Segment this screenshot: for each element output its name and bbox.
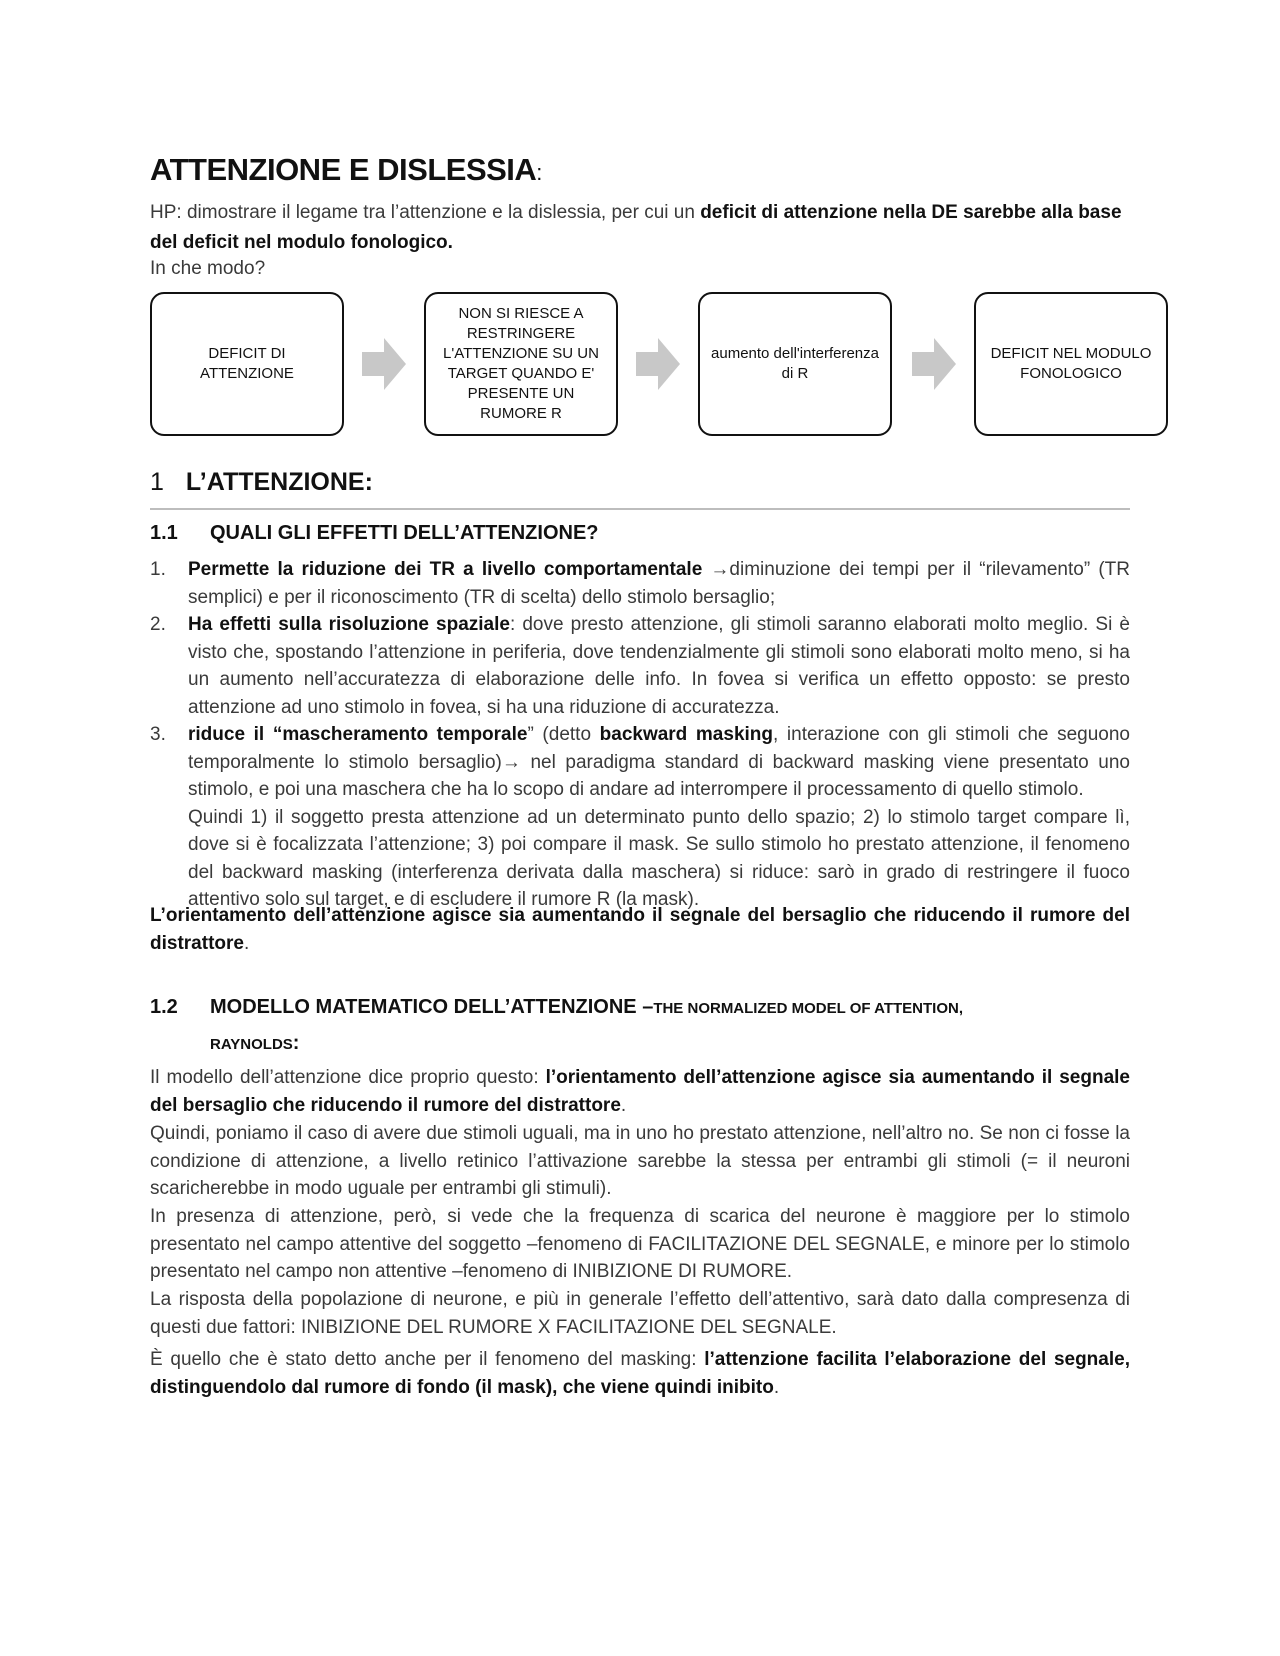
model-bold: l’orientamento dell’attenzione agisce sia aumentando il segnale del bersaglio che riducendo il rumore del distrattore xyxy=(150,1067,1131,1116)
effects-list xyxy=(150,556,1130,914)
section-title-colon: : xyxy=(364,468,373,496)
hypothesis-paragraph xyxy=(150,198,1130,258)
list-item-bold: backward masking xyxy=(599,724,773,745)
model-paragraph-3: In presenza di attenzione, però, si vede che la frequenza di scarica del neurone è maggiore per lo stimolo presentato nel campo attentive del soggetto –fenomeno di FACILITAZIONE DEL SEGNALE, e minore per lo stimolo presentato nel campo non attentive –fenomeno di INIBIZIONE DI RUMORE. xyxy=(150,1206,1130,1282)
summary-bold: L’orientamento dell’attenzione agisce sia aumentando il segnale del bersaglio che riducendo il rumore del distrattore xyxy=(150,905,1130,954)
model-paragraph-5: È quello che è stato detto anche per il fenomeno del masking: l’attenzione facilita l’elaborazione del segnale, distinguendolo dal rumore di fondo (il mask), che viene quindi inibito. xyxy=(150,1349,1130,1398)
subsection-subtitle: THE NORMALIZED MODEL OF ATTENTION, xyxy=(653,1000,964,1017)
list-item-paragraph: Quindi 1) il soggetto presta attenzione ad un determinato punto dello spazio; 2) lo stimolo target compare lì, dove si è focalizzata l’attenzione; 3) poi compare il mask. Se sullo stimolo ho prestato attenzione, il fenomeno del backward masking (interferenza derivata dalla maschera) si riduce: sarò in grado di restringere il fuoco attentivo solo sul target, e di escludere il rumore R (la mask). xyxy=(188,806,1130,910)
subsection-heading-1-1 xyxy=(150,522,599,545)
right-arrow-icon xyxy=(912,338,956,390)
list-item xyxy=(150,556,1130,611)
flow-box-interferenza: aumento dell'interferenza di R xyxy=(698,292,892,436)
section-divider xyxy=(150,508,1130,510)
section-number: 1 xyxy=(150,468,164,496)
list-item-text: diminuzione dei tempi per il “rilevamento” (TR semplici) e per il riconoscimento (TR di scelta) dello stimolo bersaglio; xyxy=(188,559,1130,608)
list-item xyxy=(150,611,1130,721)
model-paragraph-4: La risposta della popolazione di neurone, e più in generale l’effetto dell’attentivo, sarà dato dalla compresenza di questi due fattori: INIBIZIONE DEL RUMORE X FACILITAZIONE DEL SEGNALE. xyxy=(150,1289,1130,1338)
list-item-bold: riduce il “mascheramento temporale xyxy=(188,724,528,745)
model-bold: l’attenzione facilita l’elaborazione del segnale, distinguendolo dal rumore di fondo (il mask), che viene quindi inibito xyxy=(150,1349,1130,1398)
list-item-text: : dove presto attenzione, gli stimoli saranno elaborati molto meglio. Si è visto che, spostando l’attenzione in periferia, dove tendenzialmente gli stimoli sono elaborati molto meno, si ha un aumento nell’accuratezza di elaborazione delle info. In fovea si verifica un effetto opposto: se presto attenzione ad uno stimolo in fovea, si ha una riduzione di accuratezza. xyxy=(188,614,1130,718)
subsection-heading-1-2 xyxy=(150,996,963,1019)
list-number: 1. xyxy=(150,559,166,580)
subsection-title: QUALI GLI EFFETTI DELL’ATTENZIONE? xyxy=(210,522,599,544)
list-item-paragraph xyxy=(188,721,1130,804)
flow-box-deficit-fonologico: DEFICIT NEL MODULO FONOLOGICO xyxy=(974,292,1168,436)
subsection-number: 1.2 xyxy=(150,996,178,1018)
subsection-subtitle-2: RAYNOLDS xyxy=(210,1036,293,1053)
model-paragraph-2: Quindi, poniamo il caso di avere due stimoli uguali, ma in uno ho prestato attenzione, nell’altro no. Se non ci fosse la condizione di attenzione, a livello retinico l’attivazione sarebbe la stessa per entrambi gli stimoli (= il neuroni scaricherebbe in modo uguale per entrambi gli stimuli). xyxy=(150,1123,1130,1199)
list-item-text: , interazione con gli stimoli che seguono temporalmente lo stimolo bersaglio) xyxy=(188,724,1130,773)
list-item-text: nel paradigma standard di backward masking viene presentato uno stimolo, e poi una maschera che ha lo scopo di andare ad interrompere il processamento di quello stimolo. xyxy=(188,751,1130,800)
flow-box-restringere-attenzione: NON SI RIESCE A RESTRINGERE L'ATTENZIONE SU UN TARGET QUANDO E' PRESENTE UN RUMORE R xyxy=(424,292,618,436)
list-item-bold: Ha effetti sulla risoluzione spaziale xyxy=(188,614,510,635)
section-title: L’ATTENZIONE xyxy=(185,468,365,496)
hypothesis-bold: deficit di attenzione nella DE sarebbe alla base del deficit nel modulo fonologico. xyxy=(150,202,1122,253)
model-paragraph-1: Il modello dell’attenzione dice proprio questo: l’orientamento dell’attenzione agisce sia aumentando il segnale del bersaglio che riducendo il rumore del distrattore. xyxy=(150,1067,1131,1116)
list-item-text: ” (detto xyxy=(527,724,600,745)
title-colon: : xyxy=(536,160,542,185)
subsection-title: MODELLO MATEMATICO DELL’ATTENZIONE – xyxy=(210,996,654,1018)
question-line: In che modo? xyxy=(150,258,266,279)
subsection-heading-1-2-cont: RAYNOLDS: xyxy=(210,1032,300,1054)
flow-box-deficit-attenzione: DEFICIT DI ATTENZIONE xyxy=(150,292,344,436)
subsection-number: 1.1 xyxy=(150,522,178,544)
list-number: 2. xyxy=(150,614,166,635)
summary-paragraph: L’orientamento dell’attenzione agisce sia aumentando il segnale del bersaglio che riducendo il rumore del distrattore. xyxy=(150,905,1130,954)
document-title: ATTENZIONE E DISLESSIA: xyxy=(150,152,542,187)
list-item xyxy=(150,721,1130,914)
section-heading-1 xyxy=(150,468,373,497)
arrow-glyph: → xyxy=(710,559,730,580)
list-number: 3. xyxy=(150,724,166,745)
list-item-bold: Permette la riduzione dei TR a livello comportamentale xyxy=(188,559,711,580)
right-arrow-icon xyxy=(362,338,406,390)
right-arrow-icon xyxy=(636,338,680,390)
arrow-glyph: → xyxy=(501,751,521,773)
hypothesis-text: HP: dimostrare il legame tra l’attenzione e la dislessia, per cui un xyxy=(150,202,701,223)
